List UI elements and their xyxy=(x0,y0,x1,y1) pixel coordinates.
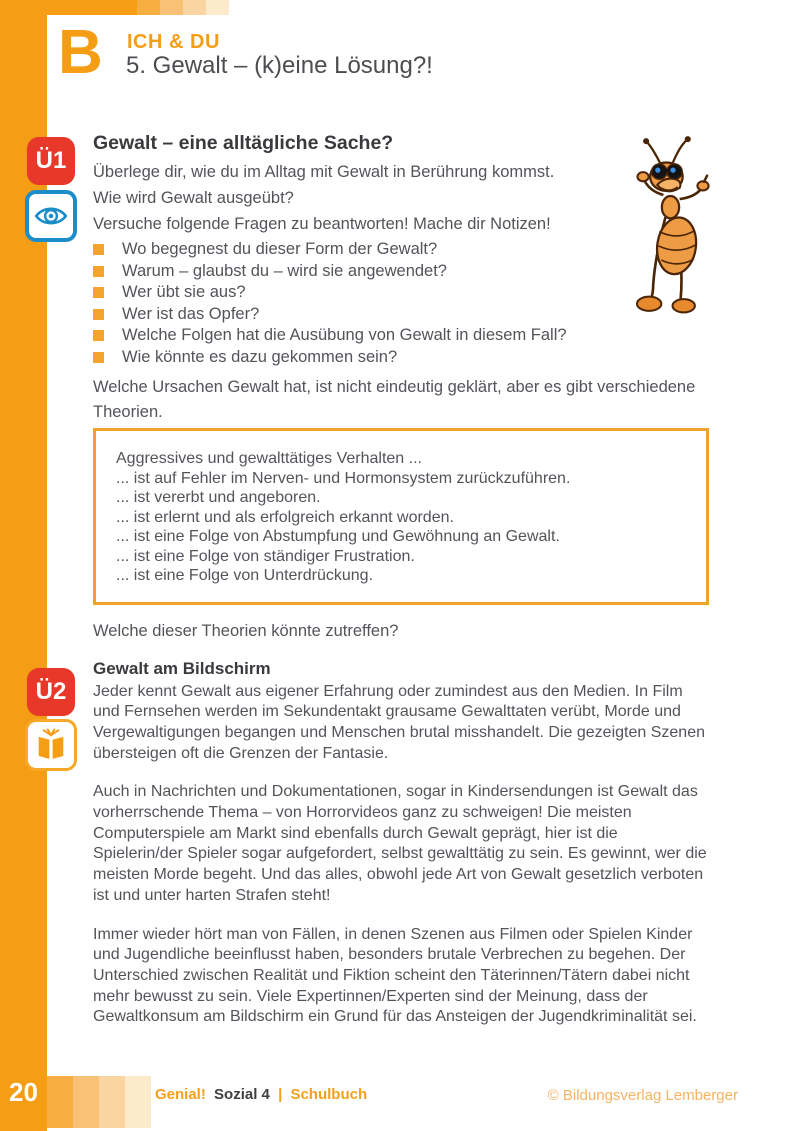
list-item xyxy=(93,325,709,347)
exercise2-paragraph: Immer wieder hört man von Fällen, in denen Szenen aus Filmen oder Spielen Kinder und Jugendliche beeinflusst haben, besonders brutale Verbrechen zu begehen. Der Unterschied zwischen Realität und Fiktion scheint den Täterinnen/Tätern dabei nicht mehr bewusst zu sein. Viele Expertinnen/Experten sind der Meinung, dass der Gewaltkonsum am Bildschirm ein Grund für das Ansteigen der Jugendkriminalität sei. xyxy=(93,925,697,1026)
footer-gradient-square xyxy=(73,1076,99,1128)
list-item xyxy=(93,347,709,369)
section-letter: B xyxy=(58,18,103,87)
exercise2-badge: Ü2 xyxy=(27,668,75,716)
top-strip xyxy=(47,0,137,15)
exercise1-heading: Gewalt – eine alltägliche Sache? xyxy=(93,132,394,154)
open-book-icon xyxy=(25,719,77,771)
theory-lead: Aggressives und gewalttätiges Verhalten ... xyxy=(116,450,422,467)
footer-book-title xyxy=(155,1086,371,1103)
list-item-text: Wo begegnest du dieser Form der Gewalt? xyxy=(122,240,438,258)
footer-brand: Genial! xyxy=(155,1086,206,1103)
footer-gradient-square xyxy=(47,1076,73,1128)
theory-item: ... ist eine Folge von ständiger Frustration. xyxy=(116,547,415,565)
top-gradient-square xyxy=(206,0,229,15)
square-bullet-icon xyxy=(93,287,104,298)
top-gradient-square xyxy=(137,0,160,15)
top-gradient-square xyxy=(160,0,183,15)
exercise2-paragraph: Auch in Nachrichten und Dokumentationen, sogar in Kindersendungen ist Gewalt das vorherrschende Thema – von Horrorvideos ganz zu schweigen! Die meisten Computerspiele am Markt sind ebenfalls durch Gewalt geprägt, hier ist die Spielerin/der Spieler sogar aufgefordert, selbst gewalttätig zu sein. Es gewinnt, wer die meisten Morde begeht. Und das alles, obwohl jede Art von Gewalt gesetzlich verboten ist und unter harten Strafen steht! xyxy=(93,783,707,904)
intro-line: Überlege dir, wie du im Alltag mit Gewalt in Berührung kommst. xyxy=(93,163,555,181)
footer-book-type: Schulbuch xyxy=(290,1086,368,1103)
list-item-text: Wer übt sie aus? xyxy=(122,283,246,301)
top-gradient-square xyxy=(183,0,206,15)
list-item-text: Welche Folgen hat die Ausübung von Gewalt in diesem Fall? xyxy=(122,326,567,344)
square-bullet-icon xyxy=(93,352,104,363)
page-title: 5. Gewalt – (k)eine Lösung?! xyxy=(126,52,433,79)
list-item-text: Wie könnte es dazu gekommen sein? xyxy=(122,347,398,366)
square-bullet-icon xyxy=(93,330,104,341)
theory-item: ... ist erlernt und als erfolgreich erkannt worden. xyxy=(116,508,454,526)
theory-box xyxy=(93,428,709,605)
footer-copyright: © Bildungsverlag Lemberger xyxy=(547,1087,738,1104)
eye-icon xyxy=(25,190,77,242)
list-item-text: Warum – glaubst du – wird sie angewendet? xyxy=(122,261,447,280)
theories-intro-text: Welche Ursachen Gewalt hat, ist nicht eindeutig geklärt, aber es gibt verschiedene Theorien. xyxy=(93,378,696,421)
theory-item: ... ist auf Fehler im Nerven- und Hormonsystem zurückzuführen. xyxy=(116,469,571,487)
exercise1-badge: Ü1 xyxy=(27,137,75,185)
intro-line: Versuche folgende Fragen zu beantworten! Mache dir Notizen! xyxy=(93,215,551,233)
theory-item: ... ist eine Folge von Unterdrückung. xyxy=(116,567,374,584)
exercise2-paragraph: Jeder kennt Gewalt aus eigener Erfahrung oder zumindest aus den Medien. In Film und Fernsehen werden im Sekundentakt grausame Gewalttaten verübt, Morde und Vergewaltigungen begangen und Menschen brutal misshandelt. Die gezeigten Szenen übersteigen oft die Grenzen der Fantasie. xyxy=(93,682,705,762)
footer-gradient-square xyxy=(125,1076,151,1128)
theory-item: ... ist eine Folge von Abstumpfung und Gewöhnung an Gewalt. xyxy=(116,528,560,545)
square-bullet-icon xyxy=(93,244,104,255)
section-title: ICH & DU xyxy=(127,31,220,53)
theory-question: Welche dieser Theorien könnte zutreffen? xyxy=(93,621,399,640)
footer-series: Sozial 4 xyxy=(214,1086,270,1103)
exercise2-heading: Gewalt am Bildschirm xyxy=(93,658,271,678)
page-number: 20 xyxy=(9,1077,38,1107)
list-item-text: Wer ist das Opfer? xyxy=(122,304,260,323)
square-bullet-icon xyxy=(93,266,104,277)
theory-item: ... ist vererbt und angeboren. xyxy=(116,489,321,506)
footer-gradient-square xyxy=(99,1076,125,1128)
intro-line: Wie wird Gewalt ausgeübt? xyxy=(93,189,294,207)
square-bullet-icon xyxy=(93,309,104,320)
ant-mascot-illustration xyxy=(612,132,730,325)
footer-divider: | xyxy=(278,1086,283,1103)
